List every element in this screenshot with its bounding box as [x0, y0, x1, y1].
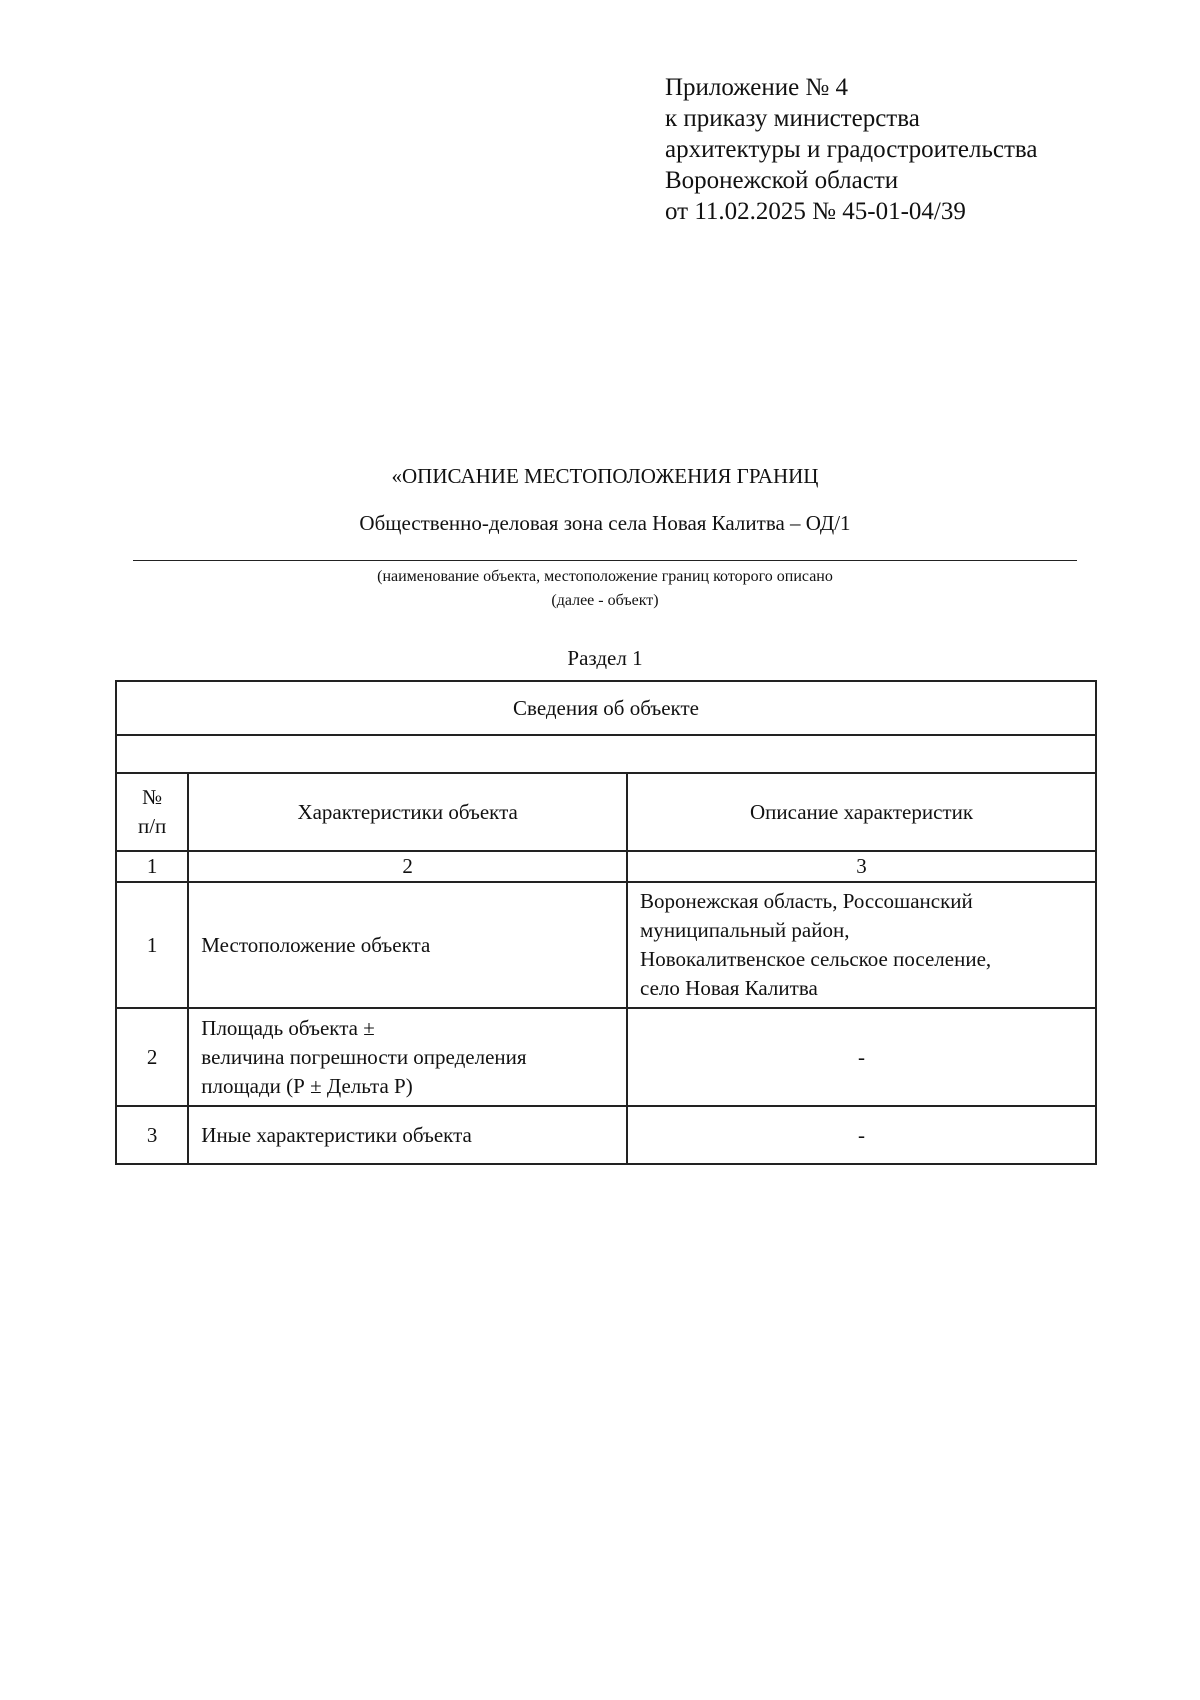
- appendix-line: Приложение № 4: [665, 74, 849, 101]
- appendix-date-number: от 11.02.2025 № 45-01-04/39: [665, 198, 966, 225]
- cell-line: Новокалитвенское сельское поселение,: [640, 947, 992, 971]
- row-number: 3: [116, 1106, 188, 1164]
- object-name: Общественно-деловая зона села Новая Калитва – ОД/1: [359, 511, 851, 535]
- document-title: «ОПИСАНИЕ МЕСТОПОЛОЖЕНИЯ ГРАНИЦ: [391, 464, 819, 488]
- row-number: 2: [116, 1008, 188, 1106]
- object-name-caption: [130, 565, 1080, 613]
- table-heading: Сведения об объекте: [116, 681, 1096, 735]
- table-heading-row: [116, 681, 1096, 735]
- cell-line: муниципальный район,: [640, 918, 850, 942]
- table-row: [116, 1008, 1096, 1106]
- row-characteristic: [188, 1008, 627, 1106]
- table-empty-row: [116, 735, 1096, 773]
- caption-line: (далее - объект): [551, 592, 659, 609]
- object-info-table: [115, 680, 1097, 1165]
- appendix-block: [665, 72, 1037, 227]
- cell-line: величина погрешности определения: [201, 1044, 527, 1069]
- column-header-number: [116, 773, 188, 851]
- row-description: [627, 882, 1096, 1008]
- row-description: -: [627, 1008, 1096, 1106]
- section-label: Раздел 1: [567, 646, 643, 670]
- cell-line: Местоположение объекта: [201, 932, 431, 957]
- column-header-characteristic: Характеристики объекта: [188, 773, 627, 851]
- empty-cell: [116, 735, 1096, 773]
- appendix-line: к приказу министерства: [665, 105, 920, 132]
- caption-line: (наименование объекта, местоположение границ которого описано: [377, 568, 833, 585]
- cell-line: Воронежская область, Россошанский: [640, 889, 973, 913]
- header-number-sign: №: [142, 785, 163, 809]
- column-header-description: Описание характеристик: [627, 773, 1096, 851]
- row-number: 1: [116, 882, 188, 1008]
- underline-divider: [133, 560, 1077, 561]
- table-row: [116, 1106, 1096, 1164]
- column-number: 3: [627, 851, 1096, 882]
- row-description: -: [627, 1106, 1096, 1164]
- cell-line: Площадь объекта ±: [201, 1015, 375, 1040]
- row-characteristic: [188, 882, 627, 1008]
- appendix-line: Воронежской области: [665, 167, 899, 194]
- column-number: 1: [116, 851, 188, 882]
- row-characteristic: Иные характеристики объекта: [188, 1106, 627, 1164]
- column-number: 2: [188, 851, 627, 882]
- column-number-row: [116, 851, 1096, 882]
- column-header-row: [116, 773, 1096, 851]
- table-row: [116, 882, 1096, 1008]
- cell-line: село Новая Калитва: [640, 976, 818, 1000]
- title-block: [130, 462, 1080, 537]
- appendix-line: архитектуры и градостроительства: [665, 136, 1038, 163]
- cell-line: площади (Р ± Дельта Р): [201, 1073, 413, 1098]
- header-number-abbr: п/п: [137, 814, 167, 838]
